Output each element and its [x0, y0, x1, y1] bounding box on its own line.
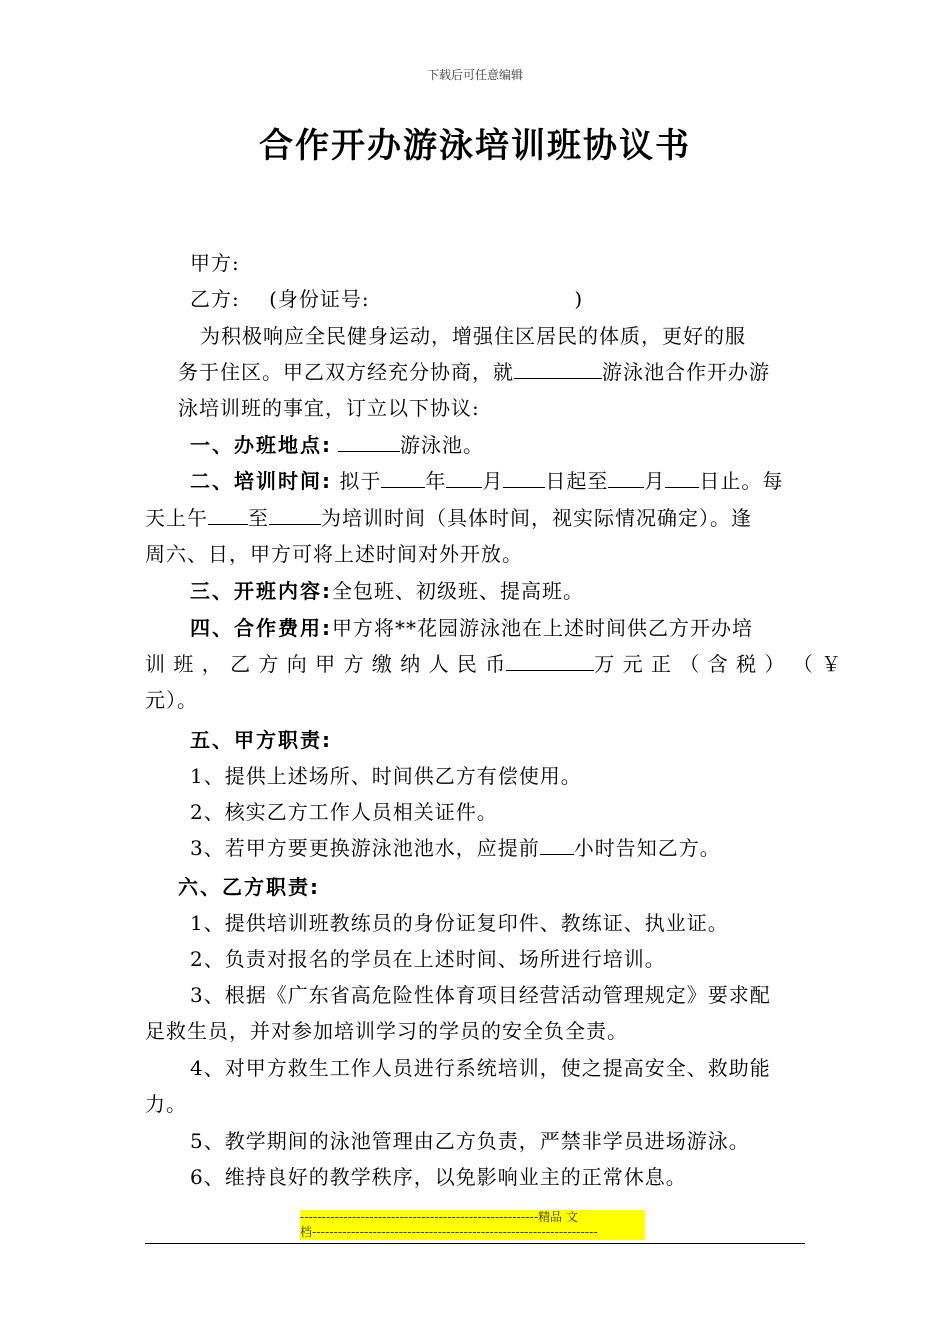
section-1-tail: 游泳池。 [400, 433, 484, 457]
s2-text-3: 月 [482, 469, 504, 493]
document-title: 合作开办游泳培训班协议书 [259, 126, 691, 166]
section-6-item-2: 2、负责对报名的学员在上述时间、场所进行培训。 [190, 947, 666, 971]
section-3-text: 全包班、初级班、提高班。 [332, 579, 584, 603]
preamble-line-2 [178, 354, 838, 390]
party-b-line [190, 281, 850, 317]
s4-line1-text: 甲方将**花园游泳池在上述时间供乙方开办培 [332, 616, 753, 640]
s2-line2-b: 至 [248, 506, 269, 530]
morning-start-blank [208, 502, 248, 525]
header-note: 下载后可任意编辑 [426, 68, 523, 82]
footer-rule [145, 1243, 805, 1244]
section-2-heading: 二、培训时间: [190, 469, 332, 493]
section-6-item-3-line-1: 3、根据《广东省高危险性体育项目经营活动管理规定》要求配 [190, 983, 771, 1007]
section-5-item-2: 2、核实乙方工作人员相关证件。 [190, 800, 498, 824]
end-month-blank [608, 465, 644, 488]
party-b-label: 乙方: [190, 287, 240, 311]
section-5-item-1: 1、提供上述场所、时间供乙方有偿使用。 [190, 764, 582, 788]
month-blank [446, 465, 482, 488]
section-6-item-4-line-2: 力。 [145, 1092, 187, 1116]
preamble-line-3: 泳培训班的事宜，订立以下协议: [178, 396, 480, 420]
id-number-open: (身份证号: [269, 287, 370, 311]
preamble-line-1: 为积极响应全民健身运动，增强住区居民的体质，更好的服 [200, 324, 746, 348]
location-blank [338, 429, 400, 452]
pool-name-blank [514, 356, 602, 379]
id-number-close: ) [574, 287, 584, 311]
s4-line2-a: 训 班 ， 乙 方 向 甲 方 缴 纳 人 民 币 [145, 652, 507, 676]
section-6-item-3-line-2: 足救生员，并对参加培训学习的学员的安全负全责。 [145, 1019, 628, 1043]
s2-line2-c: 为培训时间（具体时间，视实际情况确定）。逢 [321, 506, 752, 530]
section-4-line-3: 元）。 [145, 688, 198, 712]
section-4-line-2 [145, 646, 843, 682]
year-blank [381, 465, 425, 488]
s2-text-1: 拟于 [339, 469, 382, 493]
end-day-blank [665, 465, 699, 488]
footer-line-1: -------------------------------------------------------精品 文 [300, 1210, 578, 1224]
section-6-item-4-line-1: 4、对甲方救生工作人员进行系统培训，使之提高安全、救助能 [190, 1056, 771, 1080]
hours-blank [540, 832, 574, 855]
section-6-item-1: 1、提供培训班教练员的身份证复印件、教练证、执业证。 [190, 911, 729, 935]
section-1-heading: 一、办班地点: [190, 433, 332, 457]
section-6-heading-text: 六、乙方职责: [178, 875, 320, 899]
section-4-line-1 [190, 610, 850, 646]
s5-item3-b: 小时告知乙方。 [573, 836, 721, 860]
s2-text-4: 日起至 [545, 469, 609, 493]
s4-line2-b: 万 元 正 （ 含 税 ） （ ￥ [594, 652, 843, 676]
preamble-text-a: 务于住区。甲乙双方经充分协商，就 [178, 360, 514, 384]
section-5-heading [190, 722, 850, 758]
section-3 [190, 573, 850, 609]
section-5-heading-text: 五、甲方职责: [190, 728, 332, 752]
section-6-heading [178, 869, 838, 905]
s2-text-6: 日止。每 [699, 469, 784, 493]
footer-line-2: 档------------------------------------------------------------------ [300, 1225, 598, 1239]
section-6-item-6: 6、维持良好的教学秩序，以免影响业主的正常休息。 [190, 1165, 687, 1189]
party-a-label: 甲方: [190, 251, 240, 275]
footer-watermark [300, 1210, 645, 1240]
fee-blank [506, 648, 594, 671]
s2-line2-a: 天上午 [145, 506, 208, 530]
section-4-heading: 四、合作费用: [190, 616, 332, 640]
section-2-line-1 [190, 463, 850, 499]
section-6-item-5: 5、教学期间的泳池管理由乙方负责，严禁非学员进场游泳。 [190, 1129, 750, 1153]
party-a-line [190, 245, 850, 281]
section-2-line-3: 周六、日，甲方可将上述时间对外开放。 [145, 542, 523, 566]
morning-end-blank [269, 502, 321, 525]
preamble-text-b: 游泳池合作开办游 [602, 360, 770, 384]
section-5-item-3 [190, 830, 850, 866]
section-1 [190, 427, 850, 463]
day-blank [503, 465, 545, 488]
section-3-heading: 三、开班内容: [190, 579, 332, 603]
s2-text-5: 月 [644, 469, 666, 493]
s2-text-2: 年 [425, 469, 447, 493]
section-2-line-2 [145, 500, 805, 536]
s5-item3-a: 3、若甲方要更换游泳池池水，应提前 [190, 836, 540, 860]
